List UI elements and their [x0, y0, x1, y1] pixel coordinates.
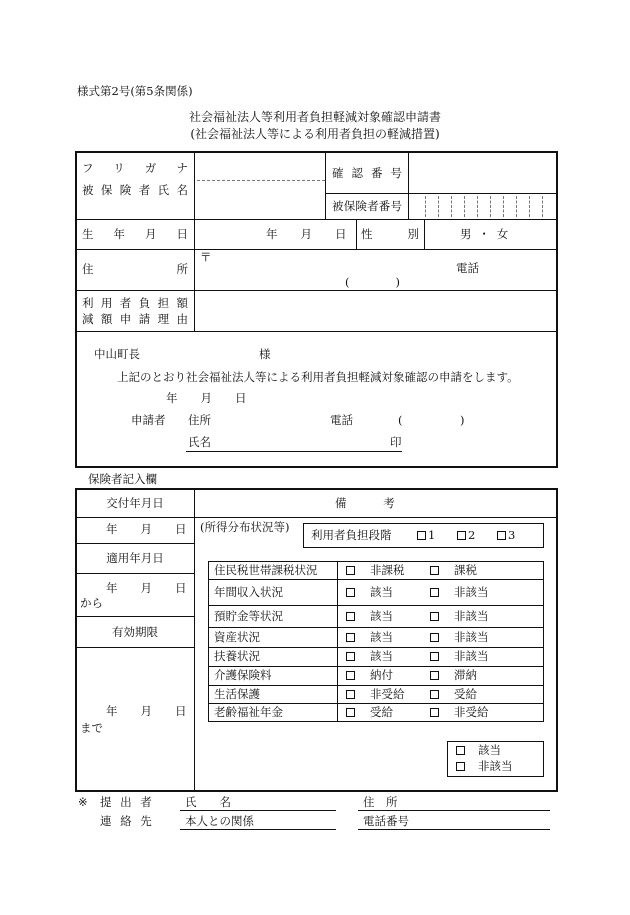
- burden-stage-label: 利用者負担段階: [311, 528, 392, 542]
- application-date: 年 月 日: [166, 391, 247, 405]
- birth-date-value: 年 月 日: [266, 227, 347, 241]
- status-opt2-label: 非該当: [454, 649, 489, 663]
- status-opt2-label: 非該当: [454, 630, 489, 644]
- status-row-label: 扶養状況: [214, 649, 260, 663]
- status-row-label: 生活保護: [214, 687, 260, 701]
- status-opt2-label: 滞納: [454, 668, 477, 682]
- issue-date-value: 年 月 日: [106, 522, 187, 536]
- relation-label: 本人との関係: [185, 814, 254, 828]
- status-opt1-checkbox[interactable]: [346, 612, 355, 621]
- status-opt1-checkbox[interactable]: [346, 588, 355, 597]
- status-opt2-checkbox[interactable]: [430, 652, 439, 661]
- mayor-label: 中山町長: [94, 347, 140, 361]
- address-label: 住所: [82, 262, 188, 276]
- birth-date-label: 生年月日: [82, 227, 188, 241]
- stage-3-checkbox[interactable]: [497, 531, 506, 540]
- status-opt1-label: 該当: [370, 609, 393, 623]
- remarks-label: 備考: [335, 496, 432, 510]
- status-opt2-checkbox[interactable]: [430, 612, 439, 621]
- applicant-name-label: 氏名: [188, 435, 211, 449]
- form-subtitle: (社会福祉法人等による利用者負担の軽減措置): [190, 127, 440, 141]
- contact-phone-label: 電話番号: [363, 814, 409, 828]
- status-opt1-label: 該当: [370, 630, 393, 644]
- confirm-number-label: 確認番号: [332, 166, 402, 180]
- status-row-label: 老齢福祉年金: [214, 705, 283, 719]
- status-opt2-label: 受給: [454, 687, 477, 701]
- submitter-label: 提出者: [100, 795, 161, 809]
- applicant-phone-label: 電話: [330, 413, 353, 427]
- insurer-heading: 保険者記入欄: [88, 472, 157, 486]
- insured-number-label: 被保険者番号: [332, 199, 402, 213]
- status-opt1-label: 該当: [370, 585, 393, 599]
- form-title: 社会福祉法人等利用者負担軽減対象確認申請書: [188, 110, 441, 124]
- applicant-label: 申請者: [131, 413, 166, 427]
- result-not-applicable-label: 非該当: [478, 759, 513, 773]
- status-opt1-label: 非受給: [370, 687, 405, 701]
- status-opt2-checkbox[interactable]: [430, 566, 439, 575]
- status-opt1-checkbox[interactable]: [346, 633, 355, 642]
- sama-label: 様: [259, 347, 271, 361]
- reason-label-1: 利用者負担額: [82, 296, 188, 310]
- contact-label: 連絡先: [100, 814, 161, 828]
- status-opt2-checkbox[interactable]: [430, 633, 439, 642]
- status-opt2-label: 非該当: [454, 585, 489, 599]
- submitter-address-label: 住 所: [363, 795, 398, 809]
- result-applicable-checkbox[interactable]: [456, 746, 465, 755]
- form-number: 様式第2号(第5条関係): [77, 84, 193, 98]
- apply-date-value: 年 月 日: [106, 581, 187, 595]
- status-opt1-label: 受給: [370, 705, 393, 719]
- status-opt2-checkbox[interactable]: [430, 671, 439, 680]
- until-label: まで: [80, 721, 103, 735]
- stage-2-checkbox[interactable]: [457, 531, 466, 540]
- status-row-label: 資産状況: [214, 630, 260, 644]
- status-opt2-checkbox[interactable]: [430, 708, 439, 717]
- applicant-address-label: 住所: [188, 413, 211, 427]
- stage-2-label: 2: [468, 528, 476, 542]
- status-opt2-label: 非受給: [454, 705, 489, 719]
- sex-value: 男・女: [460, 227, 516, 241]
- status-opt2-label: 非該当: [454, 609, 489, 623]
- insured-name-label: 被保険者氏名: [82, 183, 188, 197]
- issue-date-label: 交付年月日: [106, 496, 164, 510]
- status-row-label: 介護保険料: [214, 668, 272, 682]
- result-not-applicable-checkbox[interactable]: [456, 762, 465, 771]
- furigana-label: フリガナ: [82, 161, 188, 175]
- status-row-label: 預貯金等状況: [214, 609, 283, 623]
- apply-date-label: 適用年月日: [106, 551, 164, 565]
- stage-1-checkbox[interactable]: [417, 531, 426, 540]
- phone-label: 電話: [456, 261, 479, 275]
- status-opt1-checkbox[interactable]: [346, 690, 355, 699]
- result-applicable-label: 該当: [478, 743, 501, 757]
- sex-label: 性別: [361, 227, 419, 241]
- footer-mark: ※: [78, 795, 88, 809]
- stage-3-label: 3: [508, 528, 516, 542]
- from-label: から: [80, 596, 103, 610]
- reason-label-2: 減額申請理由: [82, 312, 188, 326]
- status-opt1-label: 該当: [370, 649, 393, 663]
- status-opt1-label: 非課税: [370, 563, 405, 577]
- status-opt1-checkbox[interactable]: [346, 566, 355, 575]
- status-row-label: 年間収入状況: [214, 585, 283, 599]
- status-opt1-label: 納付: [370, 668, 393, 682]
- status-opt1-checkbox[interactable]: [346, 652, 355, 661]
- status-opt2-label: 課税: [454, 563, 477, 577]
- postal-mark: 〒: [200, 250, 212, 264]
- seal-mark: 印: [390, 435, 402, 449]
- status-opt1-checkbox[interactable]: [346, 708, 355, 717]
- status-opt2-checkbox[interactable]: [430, 588, 439, 597]
- application-statement: 上記のとおり社会福祉法人等による利用者負担軽減対象確認の申請をします。: [117, 370, 519, 384]
- submitter-name-label: 氏 名: [185, 795, 231, 809]
- applicant-phone-parens: ( ): [398, 413, 465, 427]
- stage-1-label: 1: [428, 528, 436, 542]
- phone-parens: ( ): [345, 275, 400, 289]
- status-opt1-checkbox[interactable]: [346, 671, 355, 680]
- status-opt2-checkbox[interactable]: [430, 690, 439, 699]
- income-note: (所得分布状況等): [200, 520, 290, 534]
- status-row-label: 住民税世帯課税状況: [214, 563, 318, 577]
- valid-date-value: 年 月 日: [106, 704, 187, 718]
- valid-period-label: 有効期限: [112, 625, 158, 639]
